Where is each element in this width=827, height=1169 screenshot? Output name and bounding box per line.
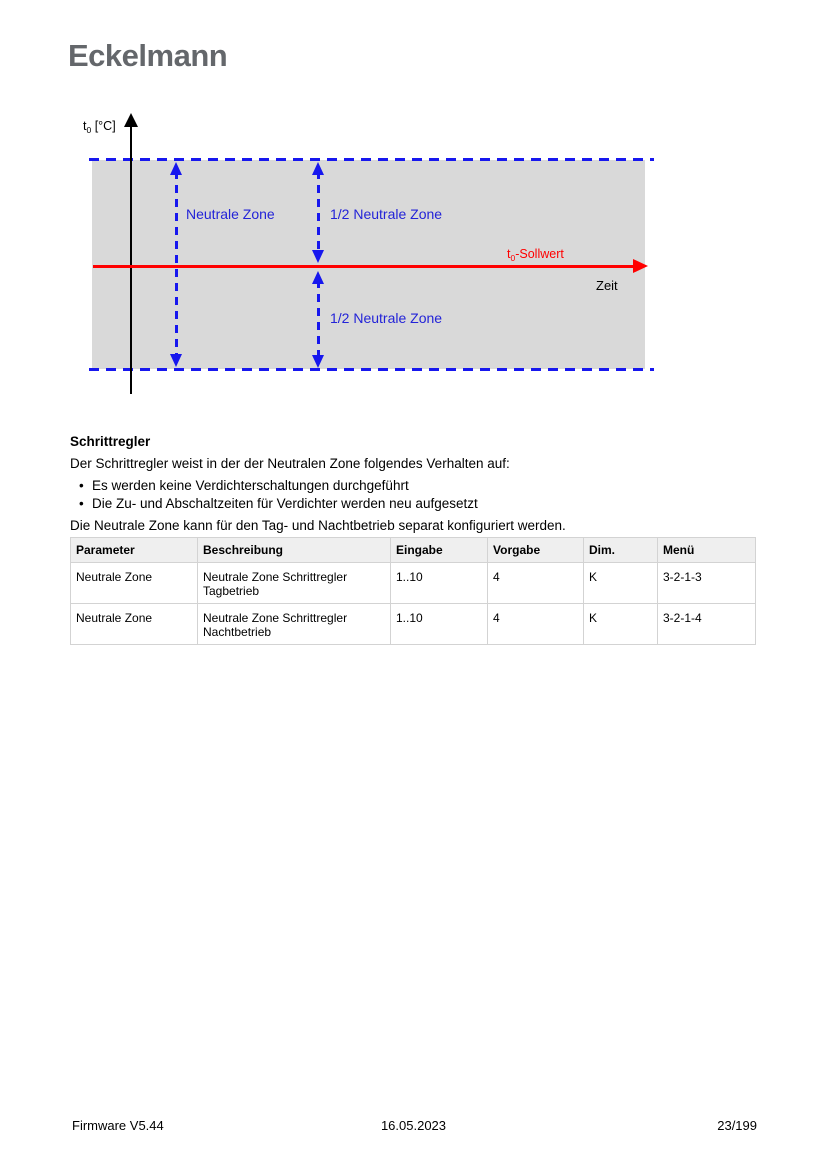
cell-beschreibung: Neutrale Zone Schrittregler Tagbetrieb (198, 563, 391, 604)
half-zone-upper-arrow (312, 162, 325, 263)
parameter-table (70, 537, 756, 645)
column-header-parameter: Parameter (71, 538, 198, 563)
cell-eingabe: 1..10 (391, 563, 488, 604)
half-neutral-zone-bottom-label: 1/2 Neutrale Zone (330, 310, 443, 326)
table-row (71, 563, 756, 604)
footer-page-number: 23/199 (717, 1118, 757, 1133)
cell-beschreibung: Neutrale Zone Schrittregler Nachtbetrieb (198, 604, 391, 645)
cell-parameter: Neutrale Zone (71, 563, 198, 604)
temperature-axis (124, 113, 138, 394)
cell-vorgabe: 4 (488, 604, 584, 645)
arrow-shaft (317, 280, 320, 359)
half-neutral-zone-top-label: 1/2 Neutrale Zone (330, 206, 443, 222)
axis-shaft (130, 123, 132, 394)
cell-vorgabe: 4 (488, 563, 584, 604)
intro-paragraph: Der Schrittregler weist in der der Neutralen Zone folgendes Verhalten auf: (70, 456, 510, 471)
cell-dim: K (584, 604, 658, 645)
arrow-down-icon (312, 355, 324, 368)
zone-upper-boundary-line (89, 158, 654, 161)
table-row (71, 604, 756, 645)
footer-date: 16.05.2023 (380, 1118, 447, 1133)
column-header-menu: Menü (658, 538, 756, 563)
bullet-text: Es werden keine Verdichterschaltungen durchgeführt (92, 478, 409, 493)
column-header-beschreibung: Beschreibung (198, 538, 391, 563)
arrow-down-icon (312, 250, 324, 263)
zone-lower-boundary-line (89, 368, 654, 371)
cell-eingabe: 1..10 (391, 604, 488, 645)
cell-parameter: Neutrale Zone (71, 604, 198, 645)
column-header-dim: Dim. (584, 538, 658, 563)
time-axis-label: Zeit (596, 278, 618, 293)
table-header-row (71, 538, 756, 563)
column-header-vorgabe: Vorgabe (488, 538, 584, 563)
bullet-icon: • (79, 478, 84, 493)
half-zone-lower-arrow (312, 271, 325, 368)
column-header-eingabe: Eingabe (391, 538, 488, 563)
cell-menu: 3-2-1-4 (658, 604, 756, 645)
arrow-down-icon (170, 354, 182, 367)
setpoint-arrowhead-icon (633, 259, 648, 273)
bullet-icon: • (79, 496, 84, 511)
neutral-zone-label: Neutrale Zone (186, 206, 275, 222)
temperature-axis-label: $t_0$ [°C] (83, 119, 116, 135)
bullet-item (79, 477, 409, 495)
bullet-item (79, 495, 478, 513)
outro-paragraph: Die Neutrale Zone kann für den Tag- und Nachtbetrieb separat konfiguriert werden. (70, 518, 566, 533)
cell-dim: K (584, 563, 658, 604)
footer-firmware-version: Firmware V5.44 (72, 1118, 164, 1133)
eckelmann-logo: Eckelmann (68, 38, 228, 73)
bullet-text: Die Zu- und Abschaltzeiten für Verdichter werden neu aufgesetzt (92, 496, 478, 511)
neutral-zone-diagram (0, 0, 827, 410)
cell-menu: 3-2-1-3 (658, 563, 756, 604)
setpoint-label: $t_0$-Sollwert (507, 247, 564, 263)
arrow-shaft (317, 171, 320, 254)
setpoint-line (93, 265, 634, 268)
section-heading: Schrittregler (70, 434, 151, 449)
